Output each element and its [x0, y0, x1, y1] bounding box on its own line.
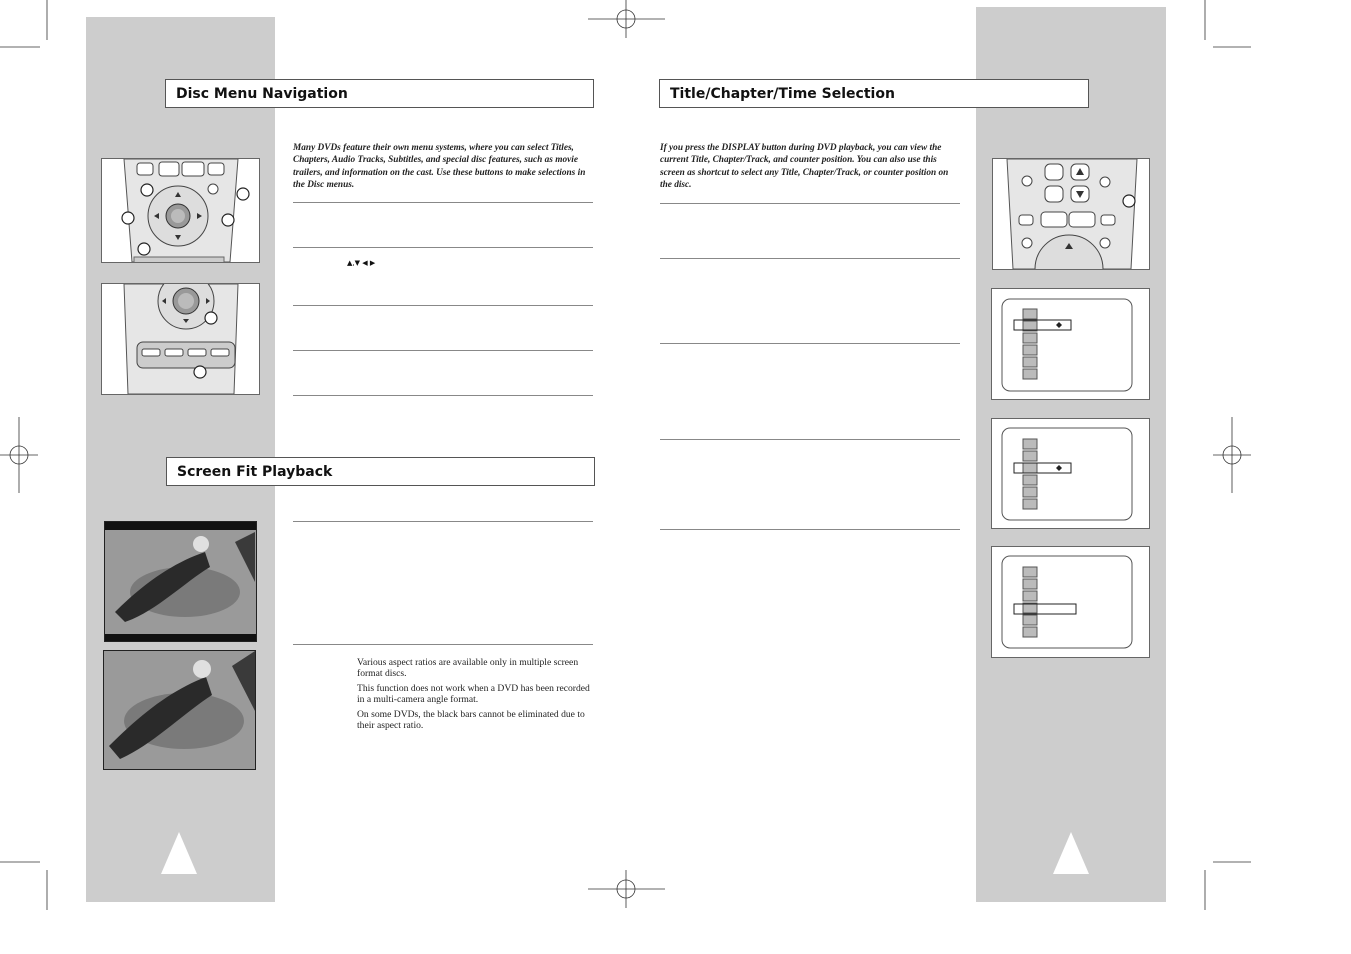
letterbox-photo-skater	[104, 521, 257, 642]
note-multi-angle: This function does not work when a DVD has been recorded in a multi-camera angle format.	[357, 683, 590, 705]
title-chapter-time-header	[659, 79, 1089, 108]
step-divider	[293, 521, 593, 522]
disc-menu-intro-text: Many DVDs feature their own menu systems, where you can select Titles, Chapters, Audio Tracks, Subtitles, and special disc features, such as movie trailers, and information on the cast. Use these buttons to make selections in the Disc menus.	[293, 143, 586, 191]
right-page-marker-triangle	[1053, 832, 1089, 874]
step-divider	[293, 395, 593, 396]
step-divider	[660, 343, 960, 344]
step-divider	[660, 439, 960, 440]
osd-screen-title	[991, 288, 1150, 400]
display-intro-text: If you press the DISPLAY button during DVD playback, you can view the current Title, Chapter/Track, and counter position. You can also use this screen as shortcut to select any Title, Chapter/Track, or counter position on the disc.	[660, 143, 949, 191]
step-divider	[293, 350, 593, 351]
left-page-marker-triangle	[161, 832, 197, 874]
step-arrow-buttons-text: ▲,▼ ◀ ▶	[347, 259, 376, 267]
step-divider	[293, 644, 593, 645]
osd-screen-time	[991, 546, 1150, 658]
step-divider	[660, 203, 960, 204]
title-chapter-time-title: Title/Chapter/Time Selection	[670, 85, 895, 102]
screen-fit-notes	[357, 657, 597, 735]
note-aspect-ratios: Various aspect ratios are available only in multiple screen format discs.	[357, 657, 579, 679]
remote-display-illustration	[992, 158, 1150, 270]
step-divider	[293, 247, 593, 248]
step-divider	[293, 202, 593, 203]
osd-screen-chapter	[991, 418, 1150, 529]
screen-fit-playback-title: Screen Fit Playback	[177, 463, 333, 480]
note-black-bars: On some DVDs, the black bars cannot be eliminated due to their aspect ratio.	[357, 709, 585, 731]
disc-menu-navigation-header	[165, 79, 594, 108]
remote-enter-illustration	[101, 283, 260, 395]
step-divider	[660, 258, 960, 259]
step-divider	[660, 529, 960, 530]
fullscreen-photo-skater	[103, 650, 256, 770]
step-divider	[293, 305, 593, 306]
remote-navigation-illustration	[101, 158, 260, 263]
disc-menu-navigation-title: Disc Menu Navigation	[176, 85, 348, 102]
screen-fit-playback-header	[166, 457, 595, 486]
